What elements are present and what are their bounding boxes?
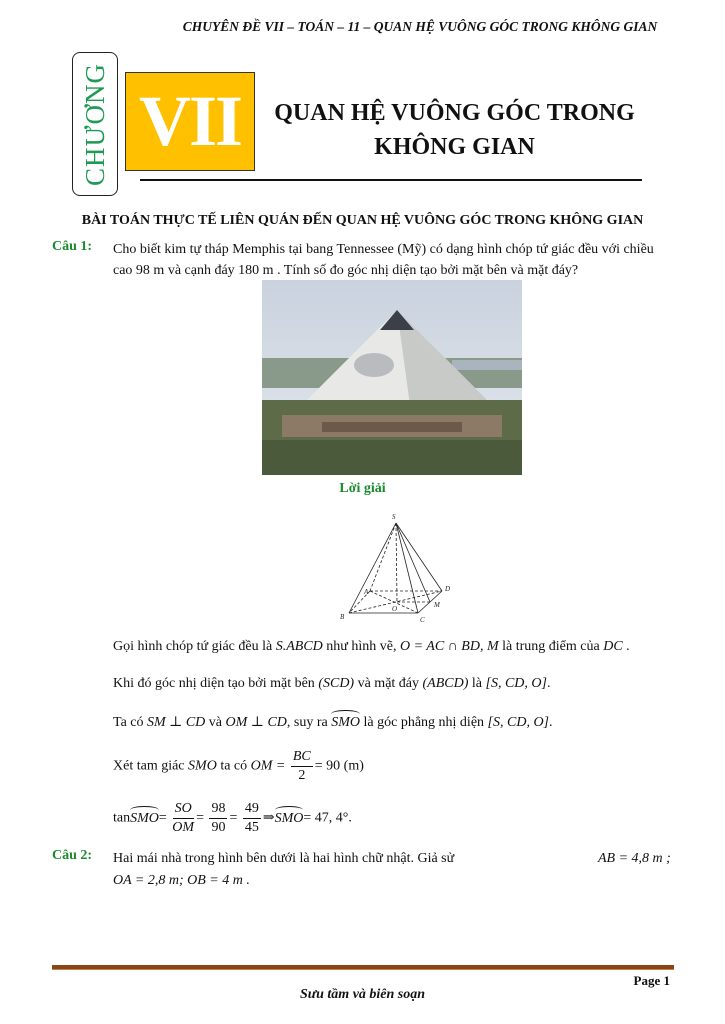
question-2-line1: Hai mái nhà trong hình bên dưới là hai hình chữ nhật. Giả sử (113, 851, 455, 866)
fraction (209, 800, 227, 837)
footer-rule (52, 965, 674, 970)
text: = 47, 4°. (303, 810, 352, 826)
math: DC (603, 639, 623, 654)
solution-line-3 (113, 714, 553, 731)
math: OM ⊥ CD (225, 715, 287, 730)
numerator: 49 (243, 800, 261, 819)
running-header: CHUYÊN ĐỀ VII – TOÁN – 11 – QUAN HỆ VUÔNG GÓC TRONG KHÔNG GIAN (182, 19, 658, 34)
text: = 90 (m) (314, 758, 364, 774)
solution-line-2 (113, 676, 550, 692)
question-2-line2: OA = 2,8 m; OB = 4 m . (113, 873, 250, 888)
question-2-label: Câu 2: (52, 848, 93, 863)
text: Khi đó góc nhị diện tạo bởi mặt bên (113, 676, 319, 691)
pyramid-hidden-edges (349, 523, 442, 613)
math: (ABCD) (422, 676, 469, 691)
text: là trung điểm của (498, 639, 604, 654)
text: . (549, 715, 553, 730)
question-1-line2: cao 98 m và cạnh đáy 180 m . Tính số đo góc nhị diện tạo bởi mặt bên và mặt đáy? (113, 263, 579, 278)
label-d: D (445, 585, 451, 593)
text: = (196, 810, 204, 826)
text: , suy ra (286, 715, 332, 730)
denominator: 2 (298, 768, 306, 783)
math: (SCD) (318, 676, 355, 691)
numerator: SO (173, 800, 194, 819)
math: O = AC ∩ BD, M (399, 639, 499, 654)
angle-smo: SMO (274, 810, 304, 826)
label-c: C (420, 616, 425, 624)
solution-label: Lời giải (339, 481, 386, 496)
angle-smo: SMO (130, 810, 159, 826)
math: [S, CD, O] (487, 715, 550, 730)
label-s: S (392, 513, 396, 521)
chapter-title (262, 96, 647, 164)
fraction (291, 748, 313, 785)
footer-credit: Sưu tầm và biên soạn (299, 987, 426, 1002)
chapter-label-text: CHƯƠNG (79, 62, 110, 186)
text: và mặt đáy (354, 676, 423, 691)
text: là (468, 676, 486, 691)
solution-line-4 (113, 748, 364, 785)
label-a: A (364, 588, 369, 596)
text: ta có (216, 758, 251, 774)
math: OM = (250, 758, 286, 774)
solution-line-5 (113, 800, 352, 837)
text: như hình vẽ, (322, 639, 400, 654)
label-m: M (434, 601, 440, 609)
text: = (158, 810, 167, 826)
question-1-label: Câu 1: (52, 239, 93, 254)
pyramid-solid-edges (349, 523, 442, 613)
text: = (229, 810, 238, 826)
text: Ta có (113, 715, 148, 730)
label-o: O (392, 605, 398, 613)
text: là góc phẳng nhị diện (360, 715, 488, 730)
fraction (243, 800, 261, 837)
math: S.ABCD (275, 639, 323, 654)
question-1-text (113, 239, 654, 281)
text: tan (113, 810, 131, 826)
text: ⇒ (262, 810, 275, 826)
math: SMO (188, 758, 217, 774)
question-2-math: AB = 4,8 m ; (598, 851, 671, 866)
math: SM ⊥ CD (147, 715, 206, 730)
numerator: BC (291, 748, 313, 767)
denominator: 90 (211, 820, 226, 835)
page-number: Page 1 (633, 973, 670, 988)
text: và (205, 715, 226, 730)
text: Gọi hình chóp tứ giác đều là (113, 639, 276, 654)
pyramid-diagram (330, 505, 460, 625)
denominator: OM (172, 820, 195, 835)
chapter-title-line2: KHÔNG GIAN (374, 134, 535, 160)
solution-line-1 (113, 639, 630, 655)
label-b: B (340, 613, 345, 621)
chapter-number: VII (125, 72, 255, 171)
memphis-pyramid-photo (262, 280, 522, 475)
title-divider (140, 179, 642, 181)
text: . (622, 639, 630, 654)
angle-smo: SMO (331, 715, 361, 730)
question-1-line1: Cho biết kim tự tháp Memphis tại bang Tennessee (Mỹ) có dạng hình chóp tứ giác đều với chiều (113, 242, 654, 257)
chapter-title-line1: QUAN HỆ VUÔNG GÓC TRONG (274, 100, 635, 126)
text: Xét tam giác (113, 758, 189, 774)
section-title: BÀI TOÁN THỰC TẾ LIÊN QUÁN ĐẾN QUAN HỆ VUÔNG GÓC TRONG KHÔNG GIAN (81, 213, 644, 228)
denominator: 45 (244, 820, 259, 835)
fraction (172, 800, 194, 837)
numerator: 98 (209, 800, 227, 819)
math: [S, CD, O] (485, 676, 547, 691)
chapter-label (72, 52, 118, 196)
text: . (546, 676, 551, 691)
